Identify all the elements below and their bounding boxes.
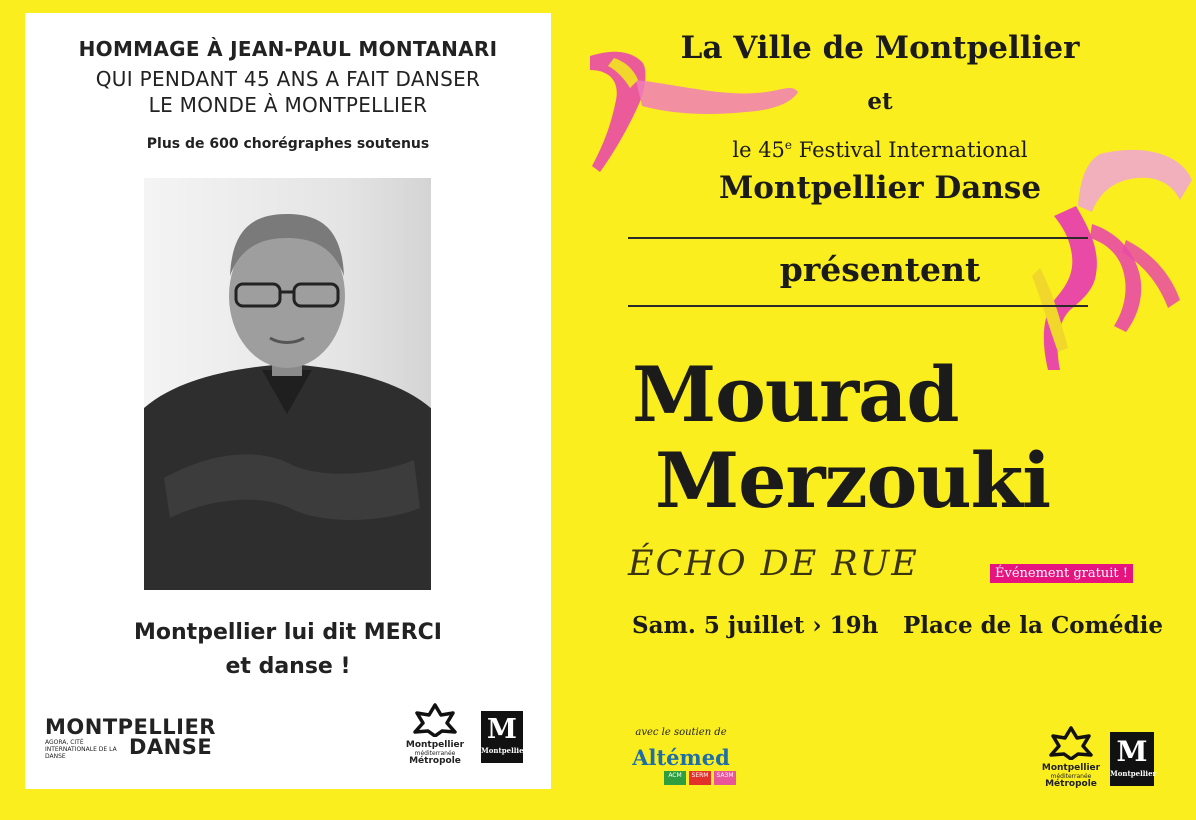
event-date: Sam. 5 juillet › 19h	[632, 612, 879, 639]
divider-bottom	[628, 305, 1088, 307]
festival-edition-text: Festival International	[792, 138, 1028, 162]
festival-edition-sup: e	[784, 138, 793, 152]
presentent-label: présentent	[779, 250, 981, 289]
tribute-heading-line1: HOMMAGE À JEAN-PAUL MONTANARI	[78, 37, 498, 61]
metropole-logo	[403, 703, 467, 766]
festival-edition-number: le 45	[732, 138, 785, 162]
star-flower-icon	[403, 703, 467, 737]
metropole-sub: méditerranée	[414, 750, 456, 757]
portrait-photo	[144, 178, 431, 590]
tribute-card	[25, 13, 551, 789]
tribute-subtitle: Plus de 600 chorégraphes soutenus	[146, 136, 430, 152]
festival-name: Montpellier Danse	[718, 170, 1042, 206]
presenter-city: La Ville de Montpellier	[680, 30, 1080, 66]
sponsor-sub-logo: SA3M	[714, 771, 736, 785]
sponsor-name: Altémed	[632, 745, 730, 770]
tribute-heading-line2: QUI PENDANT 45 ANS A FAIT DANSER	[95, 67, 481, 91]
sponsor-sub-logo: SERM	[689, 771, 711, 785]
tribute-heading-line3: LE MONDE À MONTPELLIER	[148, 93, 428, 117]
city-logo-word: Montpellier	[1110, 769, 1157, 778]
metropole-word: Métropole	[1045, 779, 1097, 789]
star-flower-icon	[1038, 726, 1104, 760]
md-logo-tagline: AGORA, CITÉ INTERNATIONALE DE LA DANSE	[45, 739, 117, 760]
show-title: ÉCHO DE RUE	[628, 544, 919, 584]
md-logo-line2: DANSE	[129, 735, 213, 759]
artist-last-name: Merzouki	[655, 436, 1051, 525]
metropole-logo-right	[1038, 726, 1104, 789]
support-text: avec le soutien de	[635, 727, 727, 738]
merci-line1: Montpellier lui dit MERCI	[134, 620, 442, 645]
free-event-badge: Événement gratuit !	[990, 564, 1133, 583]
metropole-name: Montpellier	[405, 740, 465, 750]
montpellier-danse-logo	[45, 717, 216, 760]
metropole-name: Montpellier	[1041, 763, 1101, 773]
metropole-word: Métropole	[409, 756, 461, 766]
divider-top	[628, 237, 1088, 239]
festival-edition	[628, 138, 1132, 162]
sponsor-sub-logos	[664, 771, 736, 785]
city-logo-letter: M	[1116, 735, 1148, 768]
portrait-illustration	[144, 178, 431, 590]
sponsor-sub-logo: ACM	[664, 771, 686, 785]
city-logo-letter: M	[487, 714, 517, 745]
merci-line2: et danse !	[225, 654, 351, 679]
metropole-sub: méditerranée	[1050, 773, 1092, 780]
city-logo-word: Montpellier	[481, 746, 528, 755]
city-logo	[481, 711, 528, 763]
presenter-and: et	[867, 88, 893, 115]
city-logo-right	[1110, 732, 1157, 786]
md-logo-line1: MONTPELLIER	[45, 715, 216, 739]
artist-first-name: Mourad	[632, 350, 959, 439]
event-place: Place de la Comédie	[903, 612, 1164, 639]
